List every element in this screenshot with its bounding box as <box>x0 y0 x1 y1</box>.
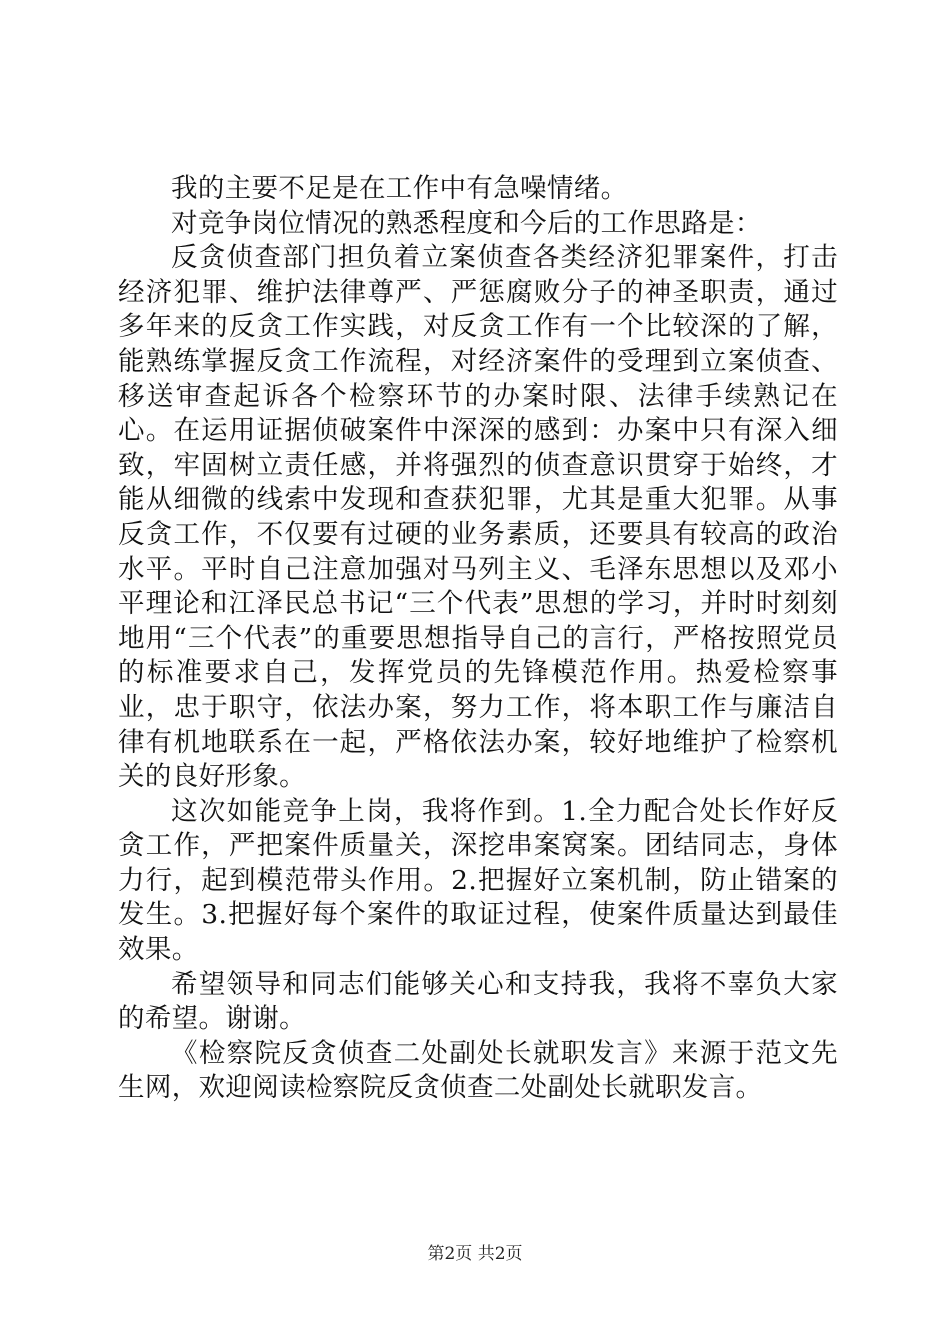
paragraph-closing: 希望领导和同志们能够关心和支持我，我将不辜负大家的希望。谢谢。 <box>118 968 838 1035</box>
paragraph-plans: 这次如能竞争上岗，我将作到。1.全力配合处长作好反贪工作，严把案件质量关，深挖串案窝案。团结同志，身体力行，起到模范带头作用。2.把握好立案机制，防止错案的发生。3.把握好每个案件的取证过程，使案件质量达到最佳效果。 <box>118 795 838 966</box>
document-body <box>118 172 838 1106</box>
paragraph-shortcoming: 我的主要不足是在工作中有急噪情绪。 <box>171 173 628 204</box>
paragraph-work-experience: 反贪侦查部门担负着立案侦查各类经济犯罪案件，打击经济犯罪、维护法律尊严、严惩腐败分子的神圣职责，通过多年来的反贪工作实践，对反贪工作有一个比较深的了解，能熟练掌握反贪工作流程，对经济案件的受理到立案侦查、移送审查起诉各个检察环节的办案时限、法律手续熟记在心。在运用证据侦破案件中深深的感到：办案中只有深入细致，牢固树立责任感，并将强烈的侦查意识贯穿于始终，才能从细微的线索中发现和查获犯罪，尤其是重大犯罪。从事反贪工作，不仅要有过硬的业务素质，还要具有较高的政治水平。平时自己注意加强对马列主义、毛泽东思想以及邓小平理论和江泽民总书记“三个代表”思想的学习，并时时刻刻地用“三个代表”的重要思想指导自己的言行，严格按照党员的标准要求自己，发挥党员的先锋模范作用。热爱检察事业，忠于职守，依法办案，努力工作，将本职工作与廉洁自律有机地联系在一起，严格依法办案，较好地维护了检察机关的良好形象。 <box>118 242 838 793</box>
paragraph-source-note: 《检察院反贪侦查二处副处长就职发言》来源于范文先生网，欢迎阅读检察院反贪侦查二处副处长就职发言。 <box>118 1037 838 1104</box>
paragraph-familiarity-intro: 对竞争岗位情况的熟悉程度和今后的工作思路是： <box>171 207 762 239</box>
page-number-footer: 第2页 共2页 <box>427 1244 523 1264</box>
